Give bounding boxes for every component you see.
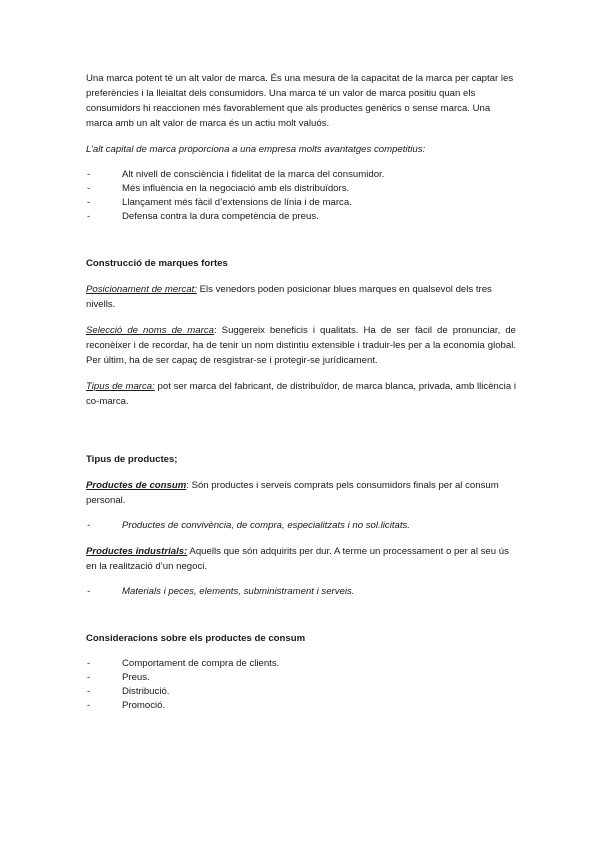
section-heading-strong-brands: Construcció de marques fortes [86,258,228,269]
list-item: - Promoció. [86,699,516,713]
positioning-text: Els venedors poden posicionar blues marques en qualsevol dels tres nivells. [86,284,492,310]
consumer-products-list [86,519,516,533]
section-heading-product-types: Tipus de productes; [86,454,178,465]
consumer-products-paragraph [86,478,516,508]
naming-paragraph [86,323,516,368]
naming-text: : Suggereix beneficis i qualitats. Ha de ser fàcil de pronunciar, de reconèixer i de recordar, ha de tenir un nom distintiu extensible i traduir-les per a la economia global. Per últim, ha de ser capaç de resgistrar-se i protegir-se jurídicament. [86,325,516,366]
list-item: - Productes de convivència, de compra, especialitzats i no sol.licitats. [86,519,516,533]
advantages-lead: L’alt capital de marca proporciona a una empresa molts avantatges competitius: [86,144,426,155]
industrial-products-paragraph [86,544,516,574]
industrial-products-term: Productes industrials: [86,546,188,557]
list-item: - Materials i peces, elements, subministrament i serveis. [86,585,516,599]
list-item: - Defensa contra la dura competència de preus. [86,210,516,224]
brand-types-term: Tipus de marca: [86,381,155,392]
advantages-list [86,168,516,224]
list-item: - Llançament més fàcil d’extensions de línia i de marca. [86,196,516,210]
intro-paragraph: Una marca potent té un alt valor de marca. És una mesura de la capacitat de la marca per captar les preferències i la lleialtat dels consumidors. Una marca té un valor de marca positiu quan els consumidors hi reaccionen més favorablement que als productes genèrics o sense marca. Una marca amb un alt valor de marca és un actiu molt valuós. [86,73,514,129]
brand-types-text: pot ser marca del fabricant, de distribuïdor, de marca blanca, privada, amb llicència i co-marca. [86,381,517,407]
positioning-term: Posicionament de mercat: [86,284,197,295]
consumer-products-text: : Són productes i serveis comprats pels consumidors finals per al consum personal. [86,480,499,506]
naming-term: Selecció de noms de marca [86,325,214,336]
industrial-products-text: Aquells que són adquirits per dur. A terme un processament o per al seu ús en la realització d’un negoci. [86,546,509,572]
considerations-list [86,657,516,713]
list-item: - Més influència en la negociació amb els distribuïdors. [86,182,516,196]
list-item: - Alt nivell de consciència i fidelitat de la marca del consumidor. [86,168,516,182]
list-item: - Preus. [86,671,516,685]
positioning-paragraph [86,282,516,312]
section-heading-considerations: Consideracions sobre els productes de consum [86,633,306,644]
list-item: - Comportament de compra de clients. [86,657,516,671]
consumer-products-term: Productes de consum [86,480,187,491]
brand-types-paragraph [86,379,516,409]
industrial-products-list [86,585,516,599]
list-item: - Distribució. [86,685,516,699]
